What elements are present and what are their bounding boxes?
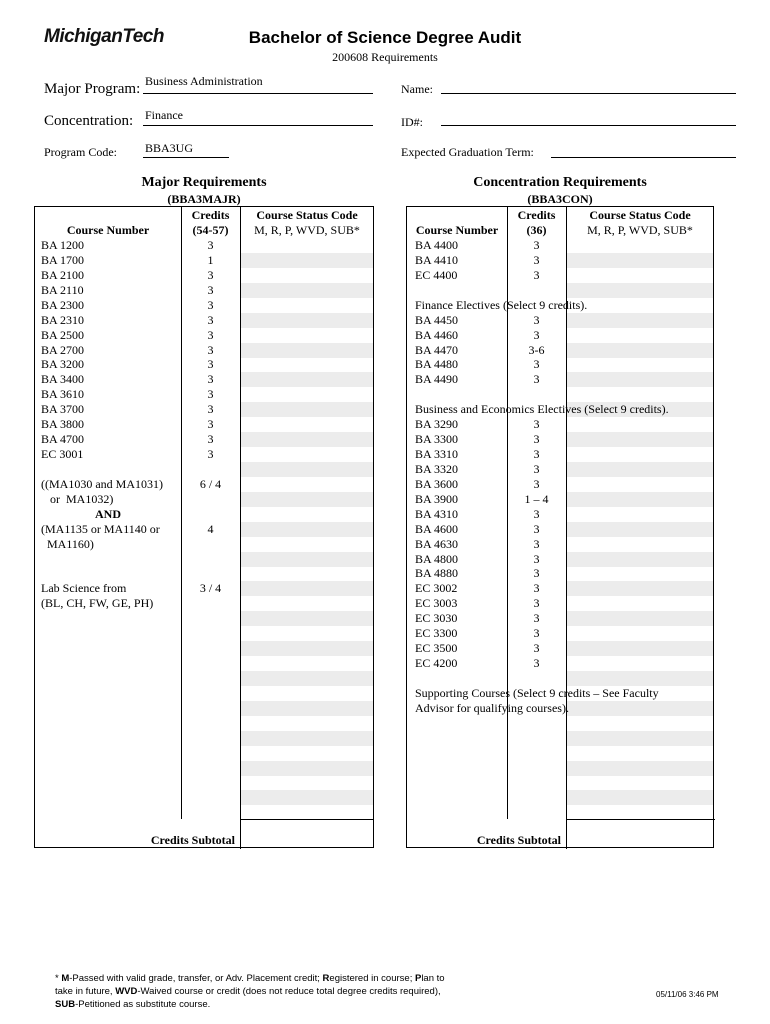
major-requirements-table <box>34 206 374 848</box>
status-code-cell[interactable] <box>567 566 713 581</box>
status-code-cell[interactable] <box>241 357 373 372</box>
credits-cell: 3 <box>207 387 214 402</box>
credits-cell: 3 <box>533 357 540 372</box>
course-number-cell: BA 4600 <box>415 521 459 536</box>
status-code-cell[interactable] <box>241 686 373 701</box>
status-code-cell[interactable] <box>567 596 713 611</box>
status-code-cell[interactable] <box>241 581 373 596</box>
credits-cell: 3 <box>207 342 214 357</box>
course-number-cell: BA 4800 <box>415 551 459 566</box>
status-code-cell[interactable] <box>567 298 713 313</box>
grad-term-label: Expected Graduation Term: <box>401 145 534 159</box>
credits-cell: 3 <box>533 461 540 476</box>
concentration-requirements-code: (BBA3CON) <box>527 192 593 206</box>
course-number-cell: (BL, CH, FW, GE, PH) <box>41 596 154 611</box>
credits-cell: 1 – 4 <box>524 491 549 506</box>
status-code-footnote <box>55 972 445 1011</box>
concentration-subtotal-box[interactable] <box>566 819 715 849</box>
credits-cell: 3 <box>533 551 540 566</box>
credits-cell: 3 <box>533 641 540 656</box>
status-code-cell[interactable] <box>241 313 373 328</box>
course-number-cell: BA 3290 <box>415 417 459 432</box>
concentration-field[interactable] <box>143 125 373 126</box>
credits-cell: 3 <box>533 611 540 626</box>
status-code-cell[interactable] <box>567 343 713 358</box>
status-code-cell[interactable] <box>241 462 373 477</box>
status-code-cell[interactable] <box>567 238 713 253</box>
course-number-cell: BA 4630 <box>415 536 459 551</box>
status-code-cell[interactable] <box>241 701 373 716</box>
status-code-cell[interactable] <box>241 716 373 731</box>
status-code-cell[interactable] <box>241 671 373 686</box>
status-code-cell[interactable] <box>567 387 713 402</box>
status-code-cell[interactable] <box>241 402 373 417</box>
footnote-code-sub: SUB <box>55 999 76 1010</box>
status-code-cell[interactable] <box>241 507 373 522</box>
status-code-cell[interactable] <box>241 805 373 820</box>
credits-header: Credits <box>191 208 230 222</box>
major-requirements-code: (BBA3MAJR) <box>167 192 241 206</box>
status-code-cell[interactable] <box>567 611 713 626</box>
concentration-requirements-title: Concentration Requirements <box>473 175 647 190</box>
credits-cell: 3 <box>533 581 540 596</box>
status-code-cell[interactable] <box>241 746 373 761</box>
status-code-cell[interactable] <box>567 492 713 507</box>
status-code-cell[interactable] <box>241 372 373 387</box>
program-code-label: Program Code: <box>44 145 117 159</box>
course-number-cell: BA 4460 <box>415 327 459 342</box>
course-number-header: Course Number <box>66 223 150 237</box>
status-code-cell[interactable] <box>241 268 373 283</box>
course-number-cell: BA 2100 <box>41 267 85 282</box>
id-field[interactable] <box>441 125 736 126</box>
course-number-cell: BA 3310 <box>415 447 459 462</box>
status-code-cell[interactable] <box>241 238 373 253</box>
credits-range-header: (54-57) <box>192 223 229 237</box>
credits-cell: 3 <box>207 417 214 432</box>
credits-cell: 3 <box>207 267 214 282</box>
credits-cell: 3 <box>533 476 540 491</box>
program-code-field[interactable] <box>143 157 229 158</box>
credits-cell: 3-6 <box>528 342 545 357</box>
course-number-cell: Lab Science from <box>41 581 127 596</box>
course-number-cell: BA 3600 <box>415 476 459 491</box>
status-code-cell[interactable] <box>567 537 713 552</box>
course-number-cell: BA 3320 <box>415 461 459 476</box>
concentration-value: Finance <box>145 108 183 122</box>
credits-cell: 3 <box>533 267 540 282</box>
credits-cell: 3 <box>533 238 540 252</box>
status-code-header: Course Status Code <box>589 208 691 222</box>
course-number-cell: Business and Economics Electives (Select 9 credits). <box>415 402 669 417</box>
course-number-cell: BA 2310 <box>41 312 85 327</box>
credits-cell: 3 <box>207 372 214 387</box>
course-number-cell: BA 4470 <box>415 342 459 357</box>
status-code-cell[interactable] <box>241 775 373 790</box>
status-code-cell[interactable] <box>567 790 713 805</box>
status-code-cell[interactable] <box>567 626 713 641</box>
status-code-cell[interactable] <box>241 537 373 552</box>
page-subtitle: 200608 Requirements <box>332 50 438 64</box>
credits-cell: 3 <box>533 521 540 536</box>
credits-cell: 3 <box>533 252 540 267</box>
status-code-cell[interactable] <box>241 626 373 641</box>
course-number-cell: Supporting Courses (Select 9 credits – See Faculty <box>415 685 659 700</box>
major-requirements-title: Major Requirements <box>141 175 267 190</box>
concentration-label: Concentration: <box>44 113 134 129</box>
credits-cell: 3 <box>533 372 540 387</box>
footnote-code-m: M <box>61 973 70 984</box>
course-number-cell: BA 2500 <box>41 327 85 342</box>
credits-cell: 3 <box>207 297 214 312</box>
credits-range-header: (36) <box>526 223 547 237</box>
course-number-cell: EC 3002 <box>415 581 458 596</box>
status-code-cell[interactable] <box>567 775 713 790</box>
footnote-star: * <box>55 973 62 984</box>
credits-cell: 3 <box>533 506 540 521</box>
credits-cell: 6 / 4 <box>199 476 222 491</box>
credits-cell: 3 <box>207 312 214 327</box>
status-code-cell[interactable] <box>241 432 373 447</box>
credits-cell: 3 <box>533 327 540 342</box>
course-number-cell: BA 1700 <box>41 252 85 267</box>
status-code-cell[interactable] <box>241 552 373 567</box>
course-number-cell: BA 4700 <box>41 432 85 447</box>
course-number-cell: BA 3400 <box>41 372 85 387</box>
footnote-text: -Passed with valid grade, transfer, or Adv. Placement credit; <box>69 973 323 984</box>
course-number-cell: BA 4490 <box>415 372 459 387</box>
status-code-cell[interactable] <box>241 328 373 343</box>
credits-cell: 3 <box>533 596 540 611</box>
status-code-cell[interactable] <box>567 432 713 447</box>
major-program-label: Major Program: <box>44 81 141 97</box>
course-number-cell: EC 3300 <box>415 626 458 641</box>
grad-term-field[interactable] <box>551 157 736 158</box>
credits-header: Credits <box>517 208 556 222</box>
status-code-cell[interactable] <box>241 387 373 402</box>
footnote-code-r: R <box>322 973 330 984</box>
concentration-subtotal-label: Credits Subtotal <box>476 833 561 847</box>
status-code-cell[interactable] <box>567 253 713 268</box>
status-code-cell[interactable] <box>567 761 713 776</box>
status-code-cell[interactable] <box>567 731 713 746</box>
status-code-cell[interactable] <box>241 298 373 313</box>
status-code-cell[interactable] <box>241 566 373 581</box>
status-code-cell[interactable] <box>567 805 713 820</box>
course-number-cell: ((MA1030 and MA1031) <box>41 476 163 491</box>
course-number-cell: EC 3001 <box>41 447 84 462</box>
course-number-cell: EC 3030 <box>415 611 458 626</box>
footnote-text: -Petitioned as substitute course. <box>75 999 211 1010</box>
course-number-cell: BA 3300 <box>415 432 459 447</box>
michigan-tech-logo: MichiganTech <box>44 26 164 47</box>
credits-cell: 3 / 4 <box>199 581 222 596</box>
status-code-cell[interactable] <box>241 417 373 432</box>
credits-cell: 3 <box>533 447 540 462</box>
course-number-cell: BA 4480 <box>415 357 459 372</box>
status-code-cell[interactable] <box>567 477 713 492</box>
status-code-cell[interactable] <box>567 581 713 596</box>
status-code-cell[interactable] <box>241 790 373 805</box>
credits-cell: 3 <box>207 238 214 252</box>
course-number-cell: BA 3900 <box>415 491 459 506</box>
status-code-cell[interactable] <box>567 641 713 656</box>
status-code-cell[interactable] <box>567 746 713 761</box>
status-code-cell[interactable] <box>567 671 713 686</box>
course-number-cell: BA 3200 <box>41 357 85 372</box>
status-code-cell[interactable] <box>567 552 713 567</box>
print-timestamp: 05/11/06 3:46 PM <box>656 990 719 999</box>
course-number-cell: or MA1032) <box>41 491 114 506</box>
name-field[interactable] <box>441 93 736 94</box>
status-code-cell[interactable] <box>567 656 713 671</box>
name-label: Name: <box>401 82 433 96</box>
course-number-cell: BA 4410 <box>415 252 459 267</box>
status-code-cell[interactable] <box>241 611 373 626</box>
status-code-cell[interactable] <box>241 656 373 671</box>
course-number-cell: AND <box>95 506 121 521</box>
credits-cell: 3 <box>533 536 540 551</box>
course-number-cell: BA 4450 <box>415 312 459 327</box>
course-number-header: Course Number <box>415 223 499 237</box>
credits-cell: 3 <box>533 566 540 581</box>
status-code-cell[interactable] <box>241 343 373 358</box>
course-number-cell: BA 3800 <box>41 417 85 432</box>
status-code-cell[interactable] <box>241 522 373 537</box>
footnote-text: -Waived course or credit (does not reduce total degree credits required), <box>137 986 441 997</box>
footnote-code-p: P <box>414 973 422 984</box>
course-number-cell: EC 4400 <box>415 267 458 282</box>
status-code-cell[interactable] <box>567 283 713 298</box>
id-label: ID#: <box>401 115 423 129</box>
credits-cell: 3 <box>533 417 540 432</box>
course-number-cell: BA 1200 <box>41 238 85 252</box>
course-number-cell: Finance Electives (Select 9 credits). <box>415 297 588 312</box>
credits-cell: 3 <box>207 402 214 417</box>
course-number-cell: BA 4400 <box>415 238 459 252</box>
status-code-cell[interactable] <box>241 283 373 298</box>
status-code-cell[interactable] <box>241 731 373 746</box>
status-code-cell[interactable] <box>241 596 373 611</box>
status-code-header: Course Status Code <box>256 208 358 222</box>
course-number-cell: EC 4200 <box>415 656 458 671</box>
credits-cell: 3 <box>533 432 540 447</box>
status-code-cell[interactable] <box>567 462 713 477</box>
credits-cell: 3 <box>533 656 540 671</box>
course-number-cell: EC 3500 <box>415 641 458 656</box>
footnote-text: egistered in course; <box>329 973 415 984</box>
major-subtotal-label: Credits Subtotal <box>150 833 235 847</box>
status-code-cell[interactable] <box>241 641 373 656</box>
major-program-value: Business Administration <box>145 74 263 88</box>
course-number-cell: EC 3003 <box>415 596 458 611</box>
course-number-cell: BA 4880 <box>415 566 459 581</box>
course-number-cell: BA 2700 <box>41 342 85 357</box>
footnote-text: lan to take in future, <box>55 973 445 997</box>
status-code-cell[interactable] <box>567 447 713 462</box>
program-code-value: BBA3UG <box>145 141 194 155</box>
course-number-cell: BA 4310 <box>415 506 459 521</box>
course-number-cell: BA 2110 <box>41 282 84 297</box>
credits-cell: 3 <box>207 432 214 447</box>
major-subtotal-box[interactable] <box>240 819 374 849</box>
credits-cell: 3 <box>207 447 214 462</box>
major-program-field[interactable] <box>143 93 373 94</box>
status-code-cell[interactable] <box>567 522 713 537</box>
status-code-cell[interactable] <box>241 253 373 268</box>
footnote-code-wvd: WVD <box>115 986 138 997</box>
status-code-cell[interactable] <box>567 417 713 432</box>
status-codes-subheader: M, R, P, WVD, SUB* <box>254 223 360 237</box>
status-code-cell[interactable] <box>241 447 373 462</box>
credits-cell: 4 <box>207 521 214 536</box>
concentration-requirements-table <box>406 206 714 848</box>
status-code-cell[interactable] <box>567 701 713 716</box>
credits-cell: 3 <box>207 282 214 297</box>
course-number-cell: BA 3610 <box>41 387 85 402</box>
credits-cell: 3 <box>207 327 214 342</box>
status-code-cell[interactable] <box>567 313 713 328</box>
status-code-cell[interactable] <box>567 372 713 387</box>
credits-cell: 1 <box>207 252 214 267</box>
course-number-cell: BA 2300 <box>41 297 85 312</box>
course-number-cell: BA 3700 <box>41 402 85 417</box>
status-code-cell[interactable] <box>241 477 373 492</box>
status-code-cell[interactable] <box>567 507 713 522</box>
page-title: Bachelor of Science Degree Audit <box>248 28 522 47</box>
status-code-cell[interactable] <box>241 492 373 507</box>
status-code-cell[interactable] <box>567 328 713 343</box>
credits-cell: 3 <box>533 626 540 641</box>
status-code-cell[interactable] <box>567 357 713 372</box>
course-number-cell: (MA1135 or MA1140 or <box>41 521 160 536</box>
status-codes-subheader: M, R, P, WVD, SUB* <box>587 223 693 237</box>
credits-cell: 3 <box>207 357 214 372</box>
status-code-cell[interactable] <box>241 761 373 776</box>
status-code-cell[interactable] <box>567 268 713 283</box>
status-code-cell[interactable] <box>567 716 713 731</box>
course-number-cell: Advisor for qualifying courses). <box>415 700 569 715</box>
credits-cell: 3 <box>533 312 540 327</box>
course-number-cell: MA1160) <box>41 536 94 551</box>
